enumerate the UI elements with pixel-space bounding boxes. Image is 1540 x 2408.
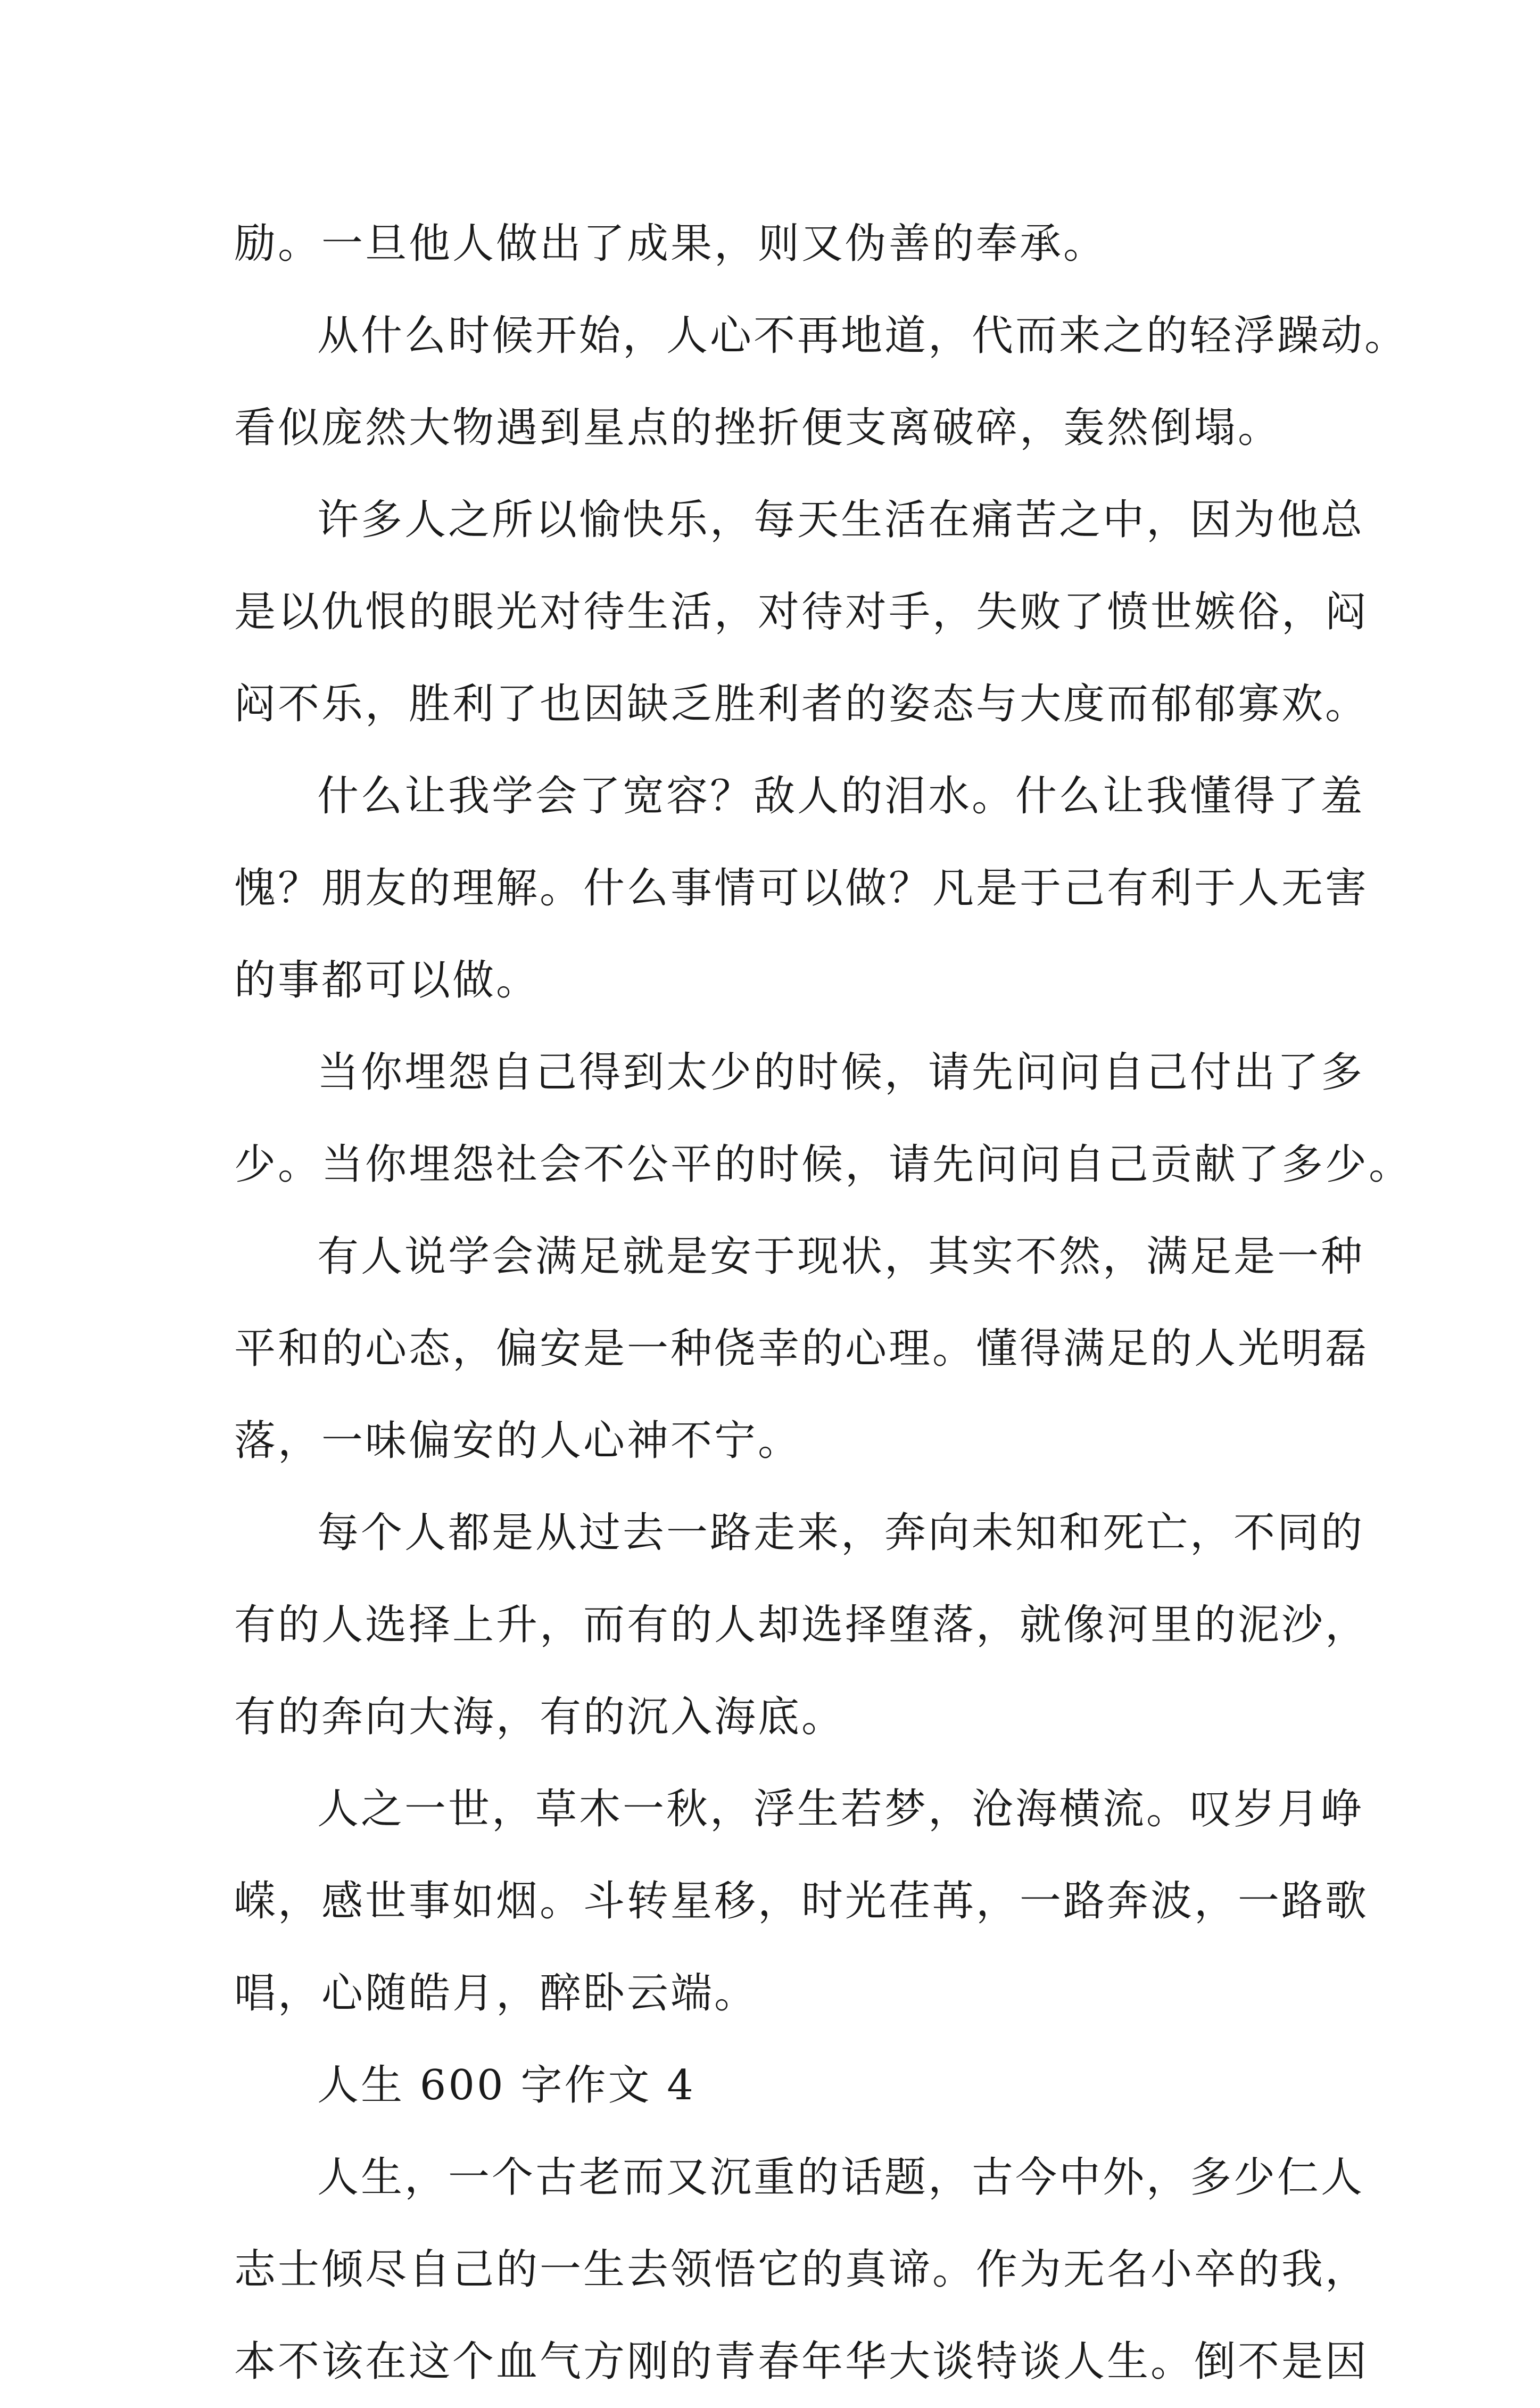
text-line: 当你埋怨自己得到太少的时候，请先问问自己付出了多 — [317, 1049, 1365, 1096]
text-line: 本不该在这个血气方刚的青春年华大谈特谈人生。倒不是因 — [234, 2338, 1369, 2386]
text-line: 许多人之所以愉快乐，每天生活在痛苦之中，因为他总 — [317, 496, 1365, 544]
text-line: 平和的心态，偏安是一种侥幸的心理。懂得满足的人光明磊 — [234, 1325, 1369, 1373]
text-line: 志士倾尽自己的一生去领悟它的真谛。作为无名小卒的我， — [234, 2246, 1369, 2294]
text-line: 是以仇恨的眼光对待生活，对待对手，失败了愤世嫉俗，闷 — [234, 588, 1369, 636]
text-line: 嵘，感世事如烟。斗转星移，时光荏苒，一路奔波，一路歌 — [234, 1877, 1369, 1925]
section-heading: 人生 600 字作文 4 — [317, 2061, 696, 2109]
text-line: 什么让我学会了宽容？敌人的泪水。什么让我懂得了羞 — [317, 772, 1365, 820]
text-line: 愧？朋友的理解。什么事情可以做？凡是于己有利于人无害 — [234, 864, 1369, 912]
text-line: 看似庞然大物遇到星点的挫折便支离破碎，轰然倒塌。 — [234, 404, 1282, 452]
text-line: 少。当你埋怨社会不公平的时候，请先问问自己贡献了多少。 — [234, 1141, 1413, 1189]
text-line: 人生，一个古老而又沉重的话题，古今中外，多少仁人 — [317, 2154, 1365, 2201]
text-line: 有人说学会满足就是安于现状，其实不然，满足是一种 — [317, 1233, 1365, 1281]
text-line: 闷不乐，胜利了也因缺乏胜利者的姿态与大度而郁郁寡欢。 — [234, 680, 1369, 728]
text-line: 唱，心随皓月，醉卧云端。 — [234, 1969, 758, 2017]
text-line: 每个人都是从过去一路走来，奔向未知和死亡，不同的 — [317, 1509, 1365, 1557]
text-line: 人之一世，草木一秋，浮生若梦，沧海横流。叹岁月峥 — [317, 1785, 1365, 1833]
text-line: 励。一旦他人做出了成果，则又伪善的奉承。 — [234, 220, 1107, 268]
text-line: 的事都可以做。 — [234, 956, 540, 1004]
text-line: 落，一味偏安的人心神不宁。 — [234, 1417, 802, 1465]
text-line: 有的奔向大海，有的沉入海底。 — [234, 1693, 846, 1741]
document-body — [234, 198, 1413, 2408]
text-line: 有的人选择上升，而有的人却选择堕落，就像河里的泥沙， — [234, 1601, 1369, 1649]
text-line: 从什么时候开始，人心不再地道，代而来之的轻浮躁动。 — [317, 312, 1409, 360]
